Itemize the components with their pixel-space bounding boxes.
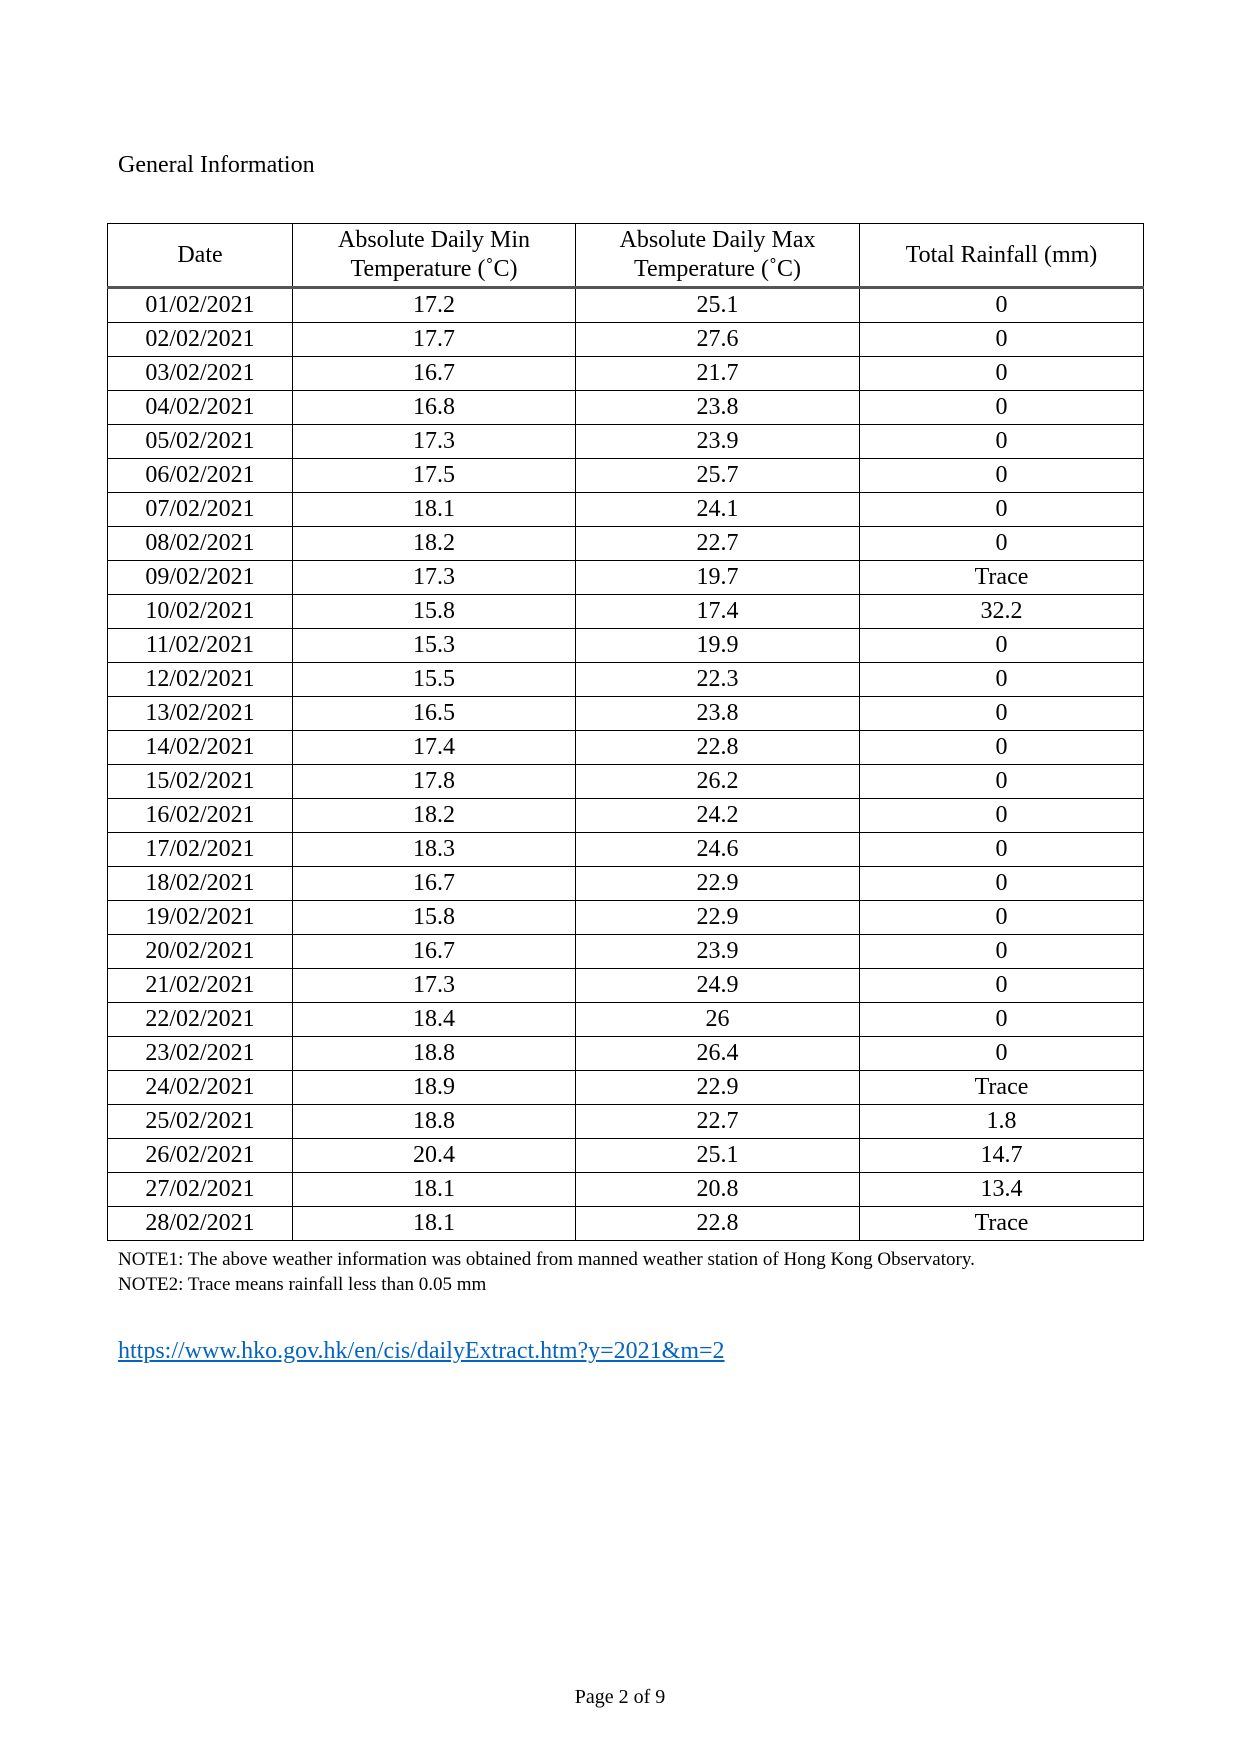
source-link[interactable]: https://www.hko.gov.hk/en/cis/dailyExtract.htm?y=2021&m=2 [118,1338,725,1364]
rainfall-cell: 0 [860,935,1144,969]
max-temperature-cell: 22.8 [576,731,860,765]
min-temperature-cell: 20.4 [293,1139,576,1173]
min-temperature-cell: 18.8 [293,1037,576,1071]
rainfall-cell: 1.8 [860,1105,1144,1139]
min-temperature-cell: 18.8 [293,1105,576,1139]
table-row [108,493,1144,527]
max-temperature-cell: 22.7 [576,527,860,561]
table-row [108,969,1144,1003]
min-temperature-cell: 18.2 [293,799,576,833]
min-temperature-cell: 16.5 [293,697,576,731]
max-temperature-cell: 17.4 [576,595,860,629]
rainfall-cell: 0 [860,867,1144,901]
table-row [108,1003,1144,1037]
date-cell: 11/02/2021 [108,629,293,663]
header-min-temperature [293,224,576,288]
rainfall-cell: 0 [860,391,1144,425]
min-temperature-cell: 17.5 [293,459,576,493]
max-temperature-cell: 24.1 [576,493,860,527]
max-temperature-cell: 22.7 [576,1105,860,1139]
rainfall-cell: 0 [860,323,1144,357]
max-temperature-cell: 22.9 [576,901,860,935]
table-row [108,867,1144,901]
rainfall-cell: 0 [860,799,1144,833]
max-temperature-cell: 19.9 [576,629,860,663]
min-temperature-cell: 17.3 [293,561,576,595]
table-row [108,1105,1144,1139]
max-temperature-cell: 26.4 [576,1037,860,1071]
min-temperature-cell: 18.1 [293,1173,576,1207]
table-row [108,357,1144,391]
date-cell: 06/02/2021 [108,459,293,493]
table-row [108,595,1144,629]
header-total-rainfall [860,224,1144,288]
header-max-temperature-line1: Absolute Daily Max [619,227,816,253]
date-cell: 01/02/2021 [108,288,293,323]
rainfall-cell: Trace [860,1071,1144,1105]
table-row [108,459,1144,493]
rainfall-cell: 0 [860,765,1144,799]
min-temperature-cell: 16.8 [293,391,576,425]
date-cell: 19/02/2021 [108,901,293,935]
header-min-temperature-line1: Absolute Daily Min [338,227,530,253]
max-temperature-cell: 24.9 [576,969,860,1003]
min-temperature-cell: 18.2 [293,527,576,561]
date-cell: 12/02/2021 [108,663,293,697]
date-cell: 09/02/2021 [108,561,293,595]
date-cell: 10/02/2021 [108,595,293,629]
max-temperature-cell: 25.1 [576,1139,860,1173]
date-cell: 08/02/2021 [108,527,293,561]
min-temperature-cell: 15.8 [293,595,576,629]
max-temperature-cell: 25.7 [576,459,860,493]
table-row [108,1037,1144,1071]
rainfall-cell: 0 [860,527,1144,561]
rainfall-cell: 32.2 [860,595,1144,629]
rainfall-cell: 0 [860,901,1144,935]
table-row [108,1173,1144,1207]
date-cell: 26/02/2021 [108,1139,293,1173]
date-cell: 23/02/2021 [108,1037,293,1071]
max-temperature-cell: 22.9 [576,1071,860,1105]
rainfall-cell: 0 [860,663,1144,697]
table-row [108,1207,1144,1241]
rainfall-cell: 13.4 [860,1173,1144,1207]
note-1: NOTE1: The above weather information was obtained from manned weather station of Hong Kong Observatory. [118,1249,975,1270]
table-row [108,765,1144,799]
min-temperature-cell: 17.3 [293,969,576,1003]
table-row [108,731,1144,765]
table-row [108,391,1144,425]
header-total-rainfall-label: Total Rainfall (mm) [905,241,1098,268]
note-2: NOTE2: Trace means rainfall less than 0.05 mm [118,1274,487,1295]
max-temperature-cell: 19.7 [576,561,860,595]
weather-table [107,223,1144,1241]
max-temperature-cell: 27.6 [576,323,860,357]
min-temperature-cell: 17.4 [293,731,576,765]
header-min-temperature-line2: Temperature (˚C) [350,256,518,282]
min-temperature-cell: 18.1 [293,493,576,527]
max-temperature-cell: 23.8 [576,697,860,731]
rainfall-cell: 0 [860,969,1144,1003]
min-temperature-cell: 17.8 [293,765,576,799]
max-temperature-cell: 20.8 [576,1173,860,1207]
min-temperature-cell: 17.7 [293,323,576,357]
date-cell: 20/02/2021 [108,935,293,969]
max-temperature-cell: 23.8 [576,391,860,425]
rainfall-cell: 0 [860,1037,1144,1071]
max-temperature-cell: 21.7 [576,357,860,391]
table-row [108,1139,1144,1173]
min-temperature-cell: 18.3 [293,833,576,867]
table-row [108,901,1144,935]
max-temperature-cell: 26.2 [576,765,860,799]
rainfall-cell: 0 [860,357,1144,391]
section-title: General Information [118,152,315,178]
page-number: Page 2 of 9 [574,1686,666,1708]
max-temperature-cell: 22.9 [576,867,860,901]
date-cell: 13/02/2021 [108,697,293,731]
rainfall-cell: 0 [860,459,1144,493]
rainfall-cell: 0 [860,1003,1144,1037]
table-body [108,288,1144,1241]
min-temperature-cell: 17.3 [293,425,576,459]
max-temperature-cell: 22.8 [576,1207,860,1241]
rainfall-cell: 14.7 [860,1139,1144,1173]
min-temperature-cell: 17.2 [293,288,576,323]
table-row [108,288,1144,323]
max-temperature-cell: 22.3 [576,663,860,697]
date-cell: 05/02/2021 [108,425,293,459]
date-cell: 21/02/2021 [108,969,293,1003]
rainfall-cell: Trace [860,561,1144,595]
min-temperature-cell: 18.1 [293,1207,576,1241]
rainfall-cell: 0 [860,288,1144,323]
min-temperature-cell: 15.5 [293,663,576,697]
min-temperature-cell: 16.7 [293,357,576,391]
date-cell: 18/02/2021 [108,867,293,901]
table-row [108,833,1144,867]
date-cell: 04/02/2021 [108,391,293,425]
max-temperature-cell: 24.6 [576,833,860,867]
date-cell: 03/02/2021 [108,357,293,391]
rainfall-cell: Trace [860,1207,1144,1241]
header-date [108,224,293,288]
notes [118,1247,975,1297]
table-row [108,323,1144,357]
table-row [108,561,1144,595]
table-header-row [108,224,1144,288]
rainfall-cell: 0 [860,833,1144,867]
date-cell: 07/02/2021 [108,493,293,527]
max-temperature-cell: 23.9 [576,425,860,459]
min-temperature-cell: 15.3 [293,629,576,663]
max-temperature-cell: 25.1 [576,288,860,323]
date-cell: 25/02/2021 [108,1105,293,1139]
table-row [108,799,1144,833]
max-temperature-cell: 24.2 [576,799,860,833]
table-row [108,425,1144,459]
date-cell: 15/02/2021 [108,765,293,799]
min-temperature-cell: 16.7 [293,935,576,969]
date-cell: 24/02/2021 [108,1071,293,1105]
header-date-label: Date [177,241,223,268]
table-row [108,527,1144,561]
header-max-temperature [576,224,860,288]
date-cell: 27/02/2021 [108,1173,293,1207]
min-temperature-cell: 18.4 [293,1003,576,1037]
table-row [108,1071,1144,1105]
header-max-temperature-line2: Temperature (˚C) [634,256,801,282]
max-temperature-cell: 26 [576,1003,860,1037]
min-temperature-cell: 15.8 [293,901,576,935]
date-cell: 28/02/2021 [108,1207,293,1241]
rainfall-cell: 0 [860,493,1144,527]
date-cell: 14/02/2021 [108,731,293,765]
min-temperature-cell: 16.7 [293,867,576,901]
date-cell: 22/02/2021 [108,1003,293,1037]
table-row [108,663,1144,697]
date-cell: 17/02/2021 [108,833,293,867]
table-row [108,697,1144,731]
date-cell: 16/02/2021 [108,799,293,833]
rainfall-cell: 0 [860,425,1144,459]
table-row [108,935,1144,969]
rainfall-cell: 0 [860,697,1144,731]
rainfall-cell: 0 [860,731,1144,765]
min-temperature-cell: 18.9 [293,1071,576,1105]
rainfall-cell: 0 [860,629,1144,663]
date-cell: 02/02/2021 [108,323,293,357]
max-temperature-cell: 23.9 [576,935,860,969]
table-row [108,629,1144,663]
